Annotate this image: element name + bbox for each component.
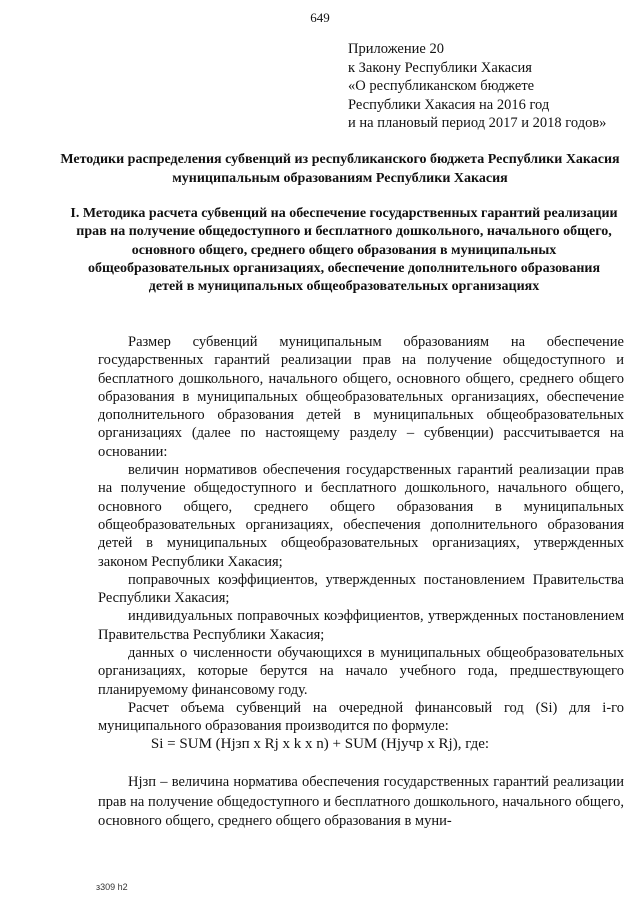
annex-block <box>348 40 633 133</box>
paragraph: данных о численности обучающихся в муниципальных общеобразовательных организациях, которые берутся на начало учебного года, предшествующего планируемому финансовому году. <box>98 645 624 698</box>
document-title: Методики распределения субвенций из республиканского бюджета Республики Хакасия муниципальным образованиям Республики Хакасия <box>60 152 620 186</box>
tail-text <box>98 773 624 832</box>
annex-line: и на плановый период 2017 и 2018 годов» <box>348 115 607 131</box>
annex-line: «О республиканском бюджете <box>348 78 535 94</box>
formula: Si = SUM (Hjзп x Rj x k x n) + SUM (Hjучр x Rj), где: <box>150 736 490 752</box>
paragraph: Hjзп – величина норматива обеспечения государственных гарантий реализации прав на получение общедоступного и бесплатного дошкольного, начального общего, основного общего, среднего общего образования в муни- <box>98 774 624 829</box>
annex-line: Республики Хакасия на 2016 год <box>348 96 550 113</box>
paragraph: величин нормативов обеспечения государственных гарантий реализации прав на получение общедоступного и бесплатного дошкольного, начального общего, основного общего, среднего общего образования в муниципальных общеобразовательных организациях, обеспечения дополнительного образования детей в муниципальных общеобразовательных организациях, утвержденных законом Республики Хакасия; <box>98 462 624 570</box>
body-text <box>98 333 624 736</box>
paragraph: индивидуальных поправочных коэффициентов, утвержденных постановлением Правительства Республики Хакасия; <box>98 608 624 643</box>
footer-code: з309 h2 <box>96 882 128 892</box>
annex-line: к Закону Республики Хакасия <box>348 59 532 76</box>
section-title: I. Методика расчета субвенций на обеспечение государственных гарантий реализации прав на получение общедоступного и бесплатного дошкольного, начального общего, основного общего, среднего общего образования в муниципальных общеобразовательных организациях, обеспечение дополнительного образования детей в муниципальных общеобразовательных организациях <box>70 206 618 295</box>
paragraph: Расчет объема субвенций на очередной финансовый год (Si) для i-го муниципального образования производится по формуле: <box>98 699 624 735</box>
page-number: 649 <box>310 10 330 25</box>
paragraph: Размер субвенций муниципальным образованиям на обеспечение государственных гарантий реализации прав на получение общедоступного и бесплатного дошкольного, начального общего, основного общего, среднего общего образования в муниципальных общеобразовательных организациях, обеспечение дополнительного образования детей в муниципальных общеобразовательных организациях (далее по настоящему разделу – субвенции) рассчитывается на основании: <box>98 334 624 460</box>
paragraph: поправочных коэффициентов, утвержденных постановлением Правительства Республики Хакасия; <box>98 571 624 607</box>
annex-line: Приложение 20 <box>348 41 444 57</box>
